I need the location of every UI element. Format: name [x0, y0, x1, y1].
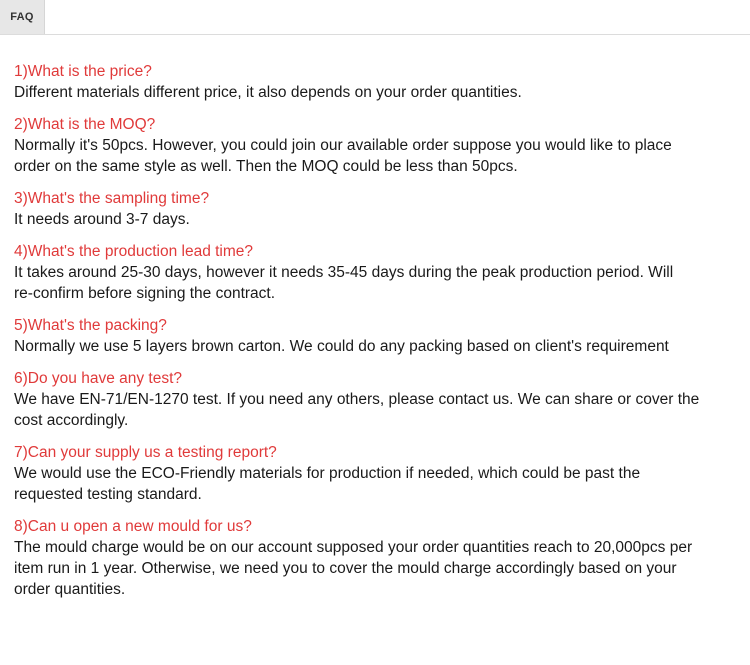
- faq-answer-line: order quantities.: [14, 581, 126, 598]
- tab-bar: [0, 0, 750, 35]
- faq-answer-line: requested testing standard.: [14, 486, 202, 503]
- faq-answer: [14, 262, 739, 304]
- faq-answer: [14, 537, 739, 600]
- faq-question: 7)Can your supply us a testing report?: [14, 444, 277, 461]
- faq-answer: [14, 82, 739, 103]
- faq-answer-line: Normally it's 50pcs. However, you could join our available order suppose you would like to place: [14, 137, 672, 154]
- faq-question: 2)What is the MOQ?: [14, 116, 156, 133]
- faq-answer-line: Normally we use 5 layers brown carton. We could do any packing based on client's requirement: [14, 338, 669, 355]
- faq-answer: [14, 135, 739, 177]
- faq-answer-line: We would use the ECO-Friendly materials for production if needed, which could be past the: [14, 465, 641, 482]
- faq-answer-line: order on the same style as well. Then the MOQ could be less than 50pcs.: [14, 158, 518, 175]
- faq-item: [14, 115, 739, 177]
- faq-answer-line: re-confirm before signing the contract.: [14, 285, 276, 302]
- faq-answer: [14, 463, 739, 505]
- faq-question: 1)What is the price?: [14, 63, 152, 80]
- faq-answer-line: item run in 1 year. Otherwise, we need you to cover the mould charge accordingly based on your: [14, 560, 677, 577]
- faq-question: 4)What's the production lead time?: [14, 243, 254, 260]
- faq-answer-line: It takes around 25-30 days, however it needs 35-45 days during the peak production period. Will: [14, 264, 674, 281]
- faq-item: [14, 242, 739, 304]
- faq-answer-line: We have EN-71/EN-1270 test. If you need any others, please contact us. We can share or cover the: [14, 391, 700, 408]
- faq-list: [14, 62, 739, 612]
- faq-item: [14, 443, 739, 505]
- faq-answer-line: Different materials different price, it also depends on your order quantities.: [14, 84, 522, 101]
- faq-question: 6)Do you have any test?: [14, 370, 183, 387]
- faq-answer: [14, 209, 739, 230]
- faq-question: 5)What's the packing?: [14, 317, 167, 334]
- faq-question: 3)What's the sampling time?: [14, 190, 210, 207]
- faq-answer-line: The mould charge would be on our account supposed your order quantities reach to 20,000pcs per: [14, 539, 693, 556]
- faq-answer-line: It needs around 3-7 days.: [14, 211, 190, 228]
- faq-item: [14, 316, 739, 357]
- faq-item: [14, 369, 739, 431]
- faq-answer: [14, 336, 739, 357]
- tab-faq[interactable]: FAQ: [0, 0, 45, 34]
- faq-answer: [14, 389, 739, 431]
- faq-question: 8)Can u open a new mould for us?: [14, 518, 252, 535]
- faq-item: [14, 62, 739, 103]
- faq-answer-line: cost accordingly.: [14, 412, 129, 429]
- faq-item: [14, 517, 739, 600]
- faq-item: [14, 189, 739, 230]
